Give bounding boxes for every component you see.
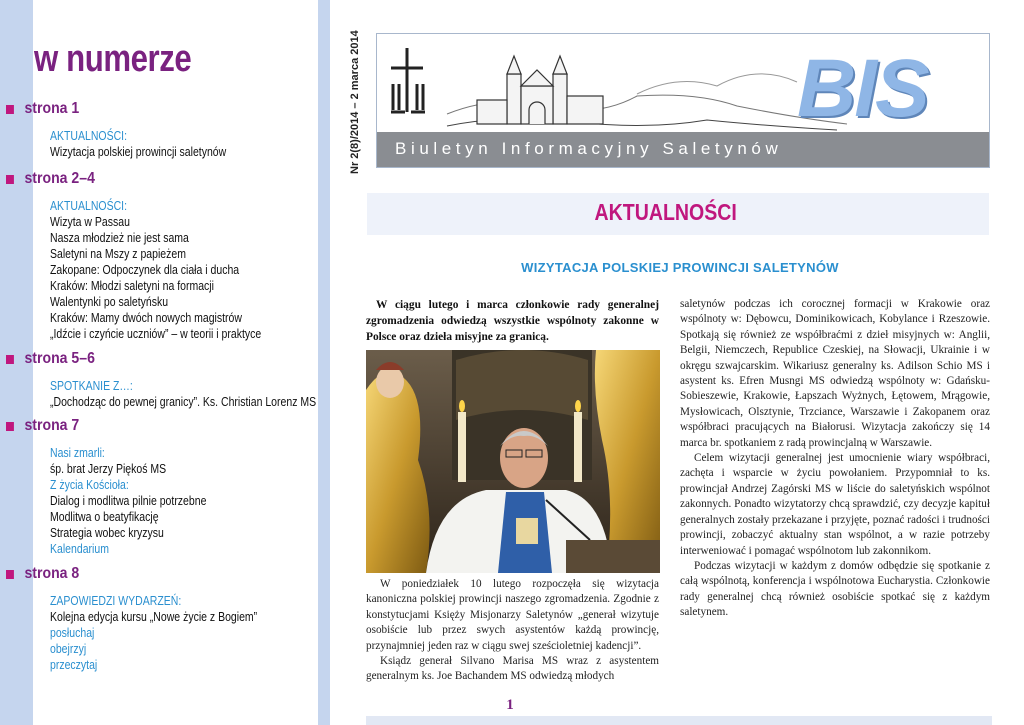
toc-section-heading[interactable] [6,100,335,118]
toc-items [50,198,327,342]
issue-line [337,30,367,180]
toc-article-link[interactable]: Strategia wobec kryzysu [50,526,164,540]
toc-article-link[interactable]: Saletyni na Mszy z papieżem [50,247,186,261]
toc-article-link[interactable]: „Idźcie i czyńcie uczniów” – w teorii i praktyce [50,327,262,341]
toc-section [6,417,380,557]
toc-category: Nasi zmarli: [50,446,105,460]
section-heading: AKTUALNOŚCI [594,199,737,225]
toc-section-heading[interactable] [6,350,335,368]
article-paragraph: saletynów podczas ich corocznej formacji w Krakowie oraz wspólnoty w: Dębowcu, Dominikowicach, Kobylance i Rzeszowie. Spotkają się również ze współbraćmi z dzieł misyjnych w: Anglii, Belgii, Niemczech, Republice Czeskiej, na Słowacji, Ukrainie i w okręgu szwajcarskim. Wikariusz generalny ks. Adilson Schio MS i asystent ks. Efren Musngi MS odwiedzą wspólnoty w: Gdańsku-Sobieszewie, Krakowie, Łapszach Wyżnych, Łętowem, Mrągowie, Mysłowicach, Olsztynie, Trzciance, Warszawie i Zakopanem oraz współbraci pracujących na Białorusi. Wizytacja zakończy się 14 marca br. spotkaniem z radą prowincjalną w Warszawie. [680,298,990,449]
article-lead: W ciągu lutego i marca członkowie rady generalnej zgromadzenia odwiedzą wszystkie wspólnoty zakonne w Polsce oraz dzieła misyjne za granicą. [366,299,659,343]
bullet-square-icon [6,422,14,431]
toc-media-link[interactable]: obejrzyj [50,642,87,656]
toc-page-label: strona 1 [24,100,80,117]
basilica-sketch-icon [477,56,603,124]
issue-number-date: Nr 2(8)/2014 – 2 marca 2014 [349,30,361,174]
article-paragraph: Celem wizytacji generalnej jest umocnienie wiary współbraci, zachęta i wsparcie w życiu powołaniem. Przypomniał to ks. prowincjał Andrzej Zagórski MS w liście do saletyńskich wspólnot zakonnych. Ponadto wizytatorzy chcą sprawdzić, czy decyzje kapituł generalnych zostały przekazane i przyjęte, poznać radości i trudności prowincji, zobaczyć aktualny stan wspólnot, a w razie potrzeby interweniować i pomagać wspólnotom lub zakonnikom. [680,452,990,557]
bulletin-subtitle: Biuletyn Informacyjny Saletynów [395,139,783,158]
toc-section-heading[interactable] [6,565,335,583]
toc-items [50,128,327,160]
toc-page-label: strona 5–6 [24,350,95,367]
article-paragraph: Ksiądz generał Silvano Marisa MS wraz z asystentem generalnym ks. Joe Bachandem MS odwiedzą młodych [366,655,659,683]
article-paragraph: Podczas wizytacji w każdym z domów odbędzie się spotkanie z całą wspólnotą, konferencja i wspólnotowa Eucharystia. Członkowie rady generalnej chcą również osobiście spotkać się z każdym saletynem. [680,559,990,619]
toc-category: ZAPOWIEDZI WYDARZEŃ: [50,594,182,608]
toc-article-link[interactable]: Wizytacja polskiej prowincji saletynów [50,145,227,159]
article-title: WIZYTACJA POLSKIEJ PROWINCJI SALETYNÓW [521,260,839,275]
toc-article-link[interactable]: śp. brat Jerzy Piękoś MS [50,462,167,476]
saletyn-emblem-icon [391,48,425,112]
toc-title: w numerze [34,38,192,80]
bullet-square-icon [6,355,14,364]
toc-category: Z życia Kościoła: [50,478,129,492]
toc-category: AKTUALNOŚCI: [50,199,128,213]
article-column-right [680,297,990,621]
bullet-square-icon [6,105,14,114]
toc-article-link[interactable]: Wizyta w Passau [50,215,130,229]
toc-items [50,445,327,557]
toc-article-link[interactable]: Zakopane: Odpoczynek dla ciała i ducha [50,263,240,277]
toc-category: AKTUALNOŚCI: [50,129,128,143]
toc-media-link[interactable]: posłuchaj [50,626,95,640]
priest-at-altar-photo [366,350,660,573]
toc-article-link[interactable]: „Dochodząc do pewnej granicy”. Ks. Christian Lorenz MS [50,395,317,409]
toc-category: SPOTKANIE Z…: [50,379,133,393]
toc-section [6,170,380,342]
toc-article-link[interactable]: Kraków: Młodzi saletyni na formacji [50,279,214,293]
toc-media-link[interactable]: przeczytaj [50,658,98,672]
table-of-contents [0,0,330,725]
toc-article-link[interactable]: Kraków: Mamy dwóch nowych magistrów [50,311,242,325]
bis-logo: BIS [797,43,928,134]
toc-article-link[interactable]: Nasza młodzież nie jest sama [50,231,189,245]
toc-section-heading[interactable] [6,170,335,188]
toc-category: Kalendarium [50,542,109,556]
article-column-left [366,577,659,685]
toc-items [50,378,327,410]
page-number: 1 [506,697,514,713]
page-footer-bar [366,716,992,725]
toc-page-label: strona 7 [24,417,80,434]
toc-items [50,593,327,673]
toc-page-label: strona 8 [24,565,80,582]
bullet-square-icon [6,175,14,184]
toc-article-link[interactable]: Walentynki po saletyńsku [50,295,169,309]
toc-article-link[interactable]: Dialog i modlitwa pilnie potrzebne [50,494,207,508]
article-photo [366,350,660,573]
masthead [376,33,990,168]
bullet-square-icon [6,570,14,579]
toc-section [6,100,380,160]
toc-section [6,565,380,673]
article-paragraph: W poniedziałek 10 lutego rozpoczęła się wizytacja kanoniczna polskiej prowincji naszego zgromadzenia. Zgodnie z konstytucjami Księży Misjonarzy Saletynów „generał wizytuje osobiście lub przez swych asystentów każdą prowincję, przynajmniej jeden raz w ciągu swej sześcioletniej kadencji”. [366,578,659,652]
toc-article-link[interactable]: Kolejna edycja kursu „Nowe życie z Bogiem” [50,610,258,624]
toc-section [6,350,380,410]
toc-page-label: strona 2–4 [24,170,95,187]
section-bar [367,193,989,235]
toc-section-heading[interactable] [6,417,335,435]
toc-article-link[interactable]: Modlitwa o beatyfikację [50,510,159,524]
